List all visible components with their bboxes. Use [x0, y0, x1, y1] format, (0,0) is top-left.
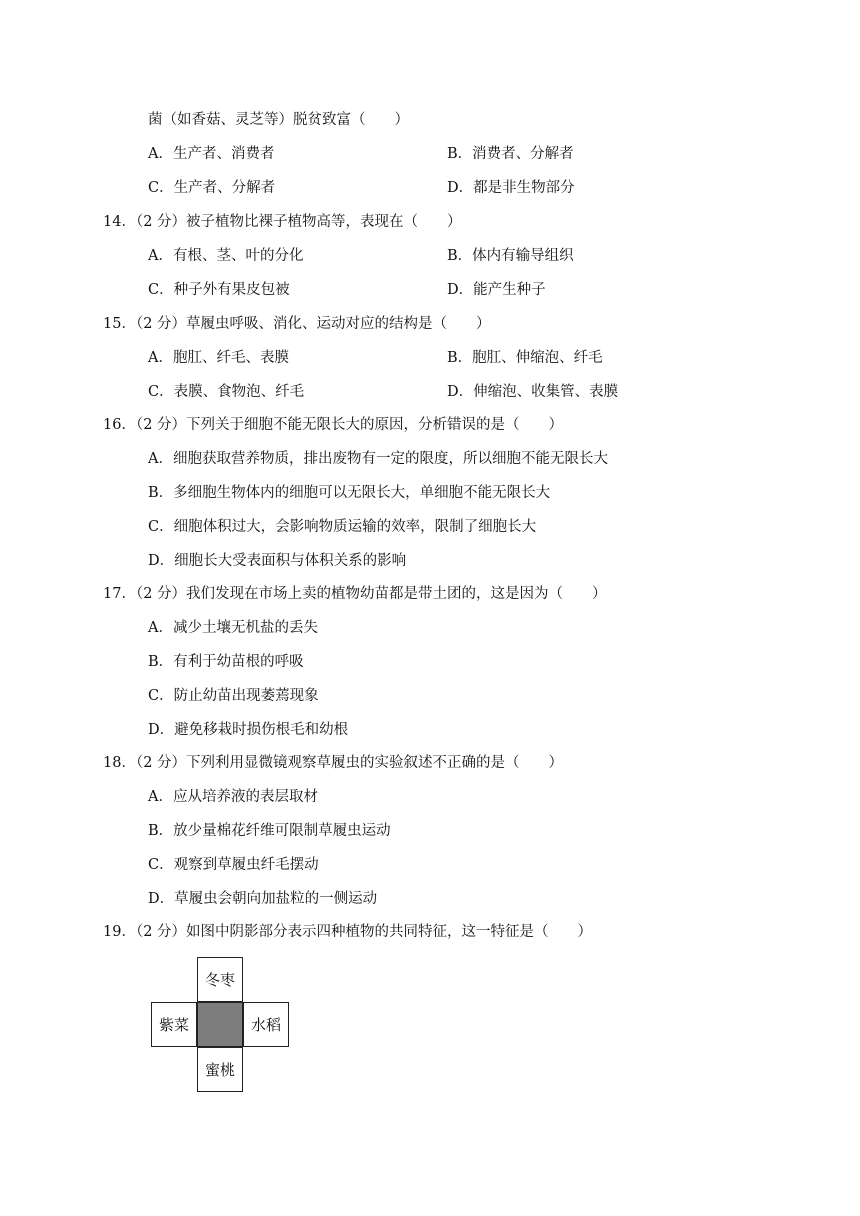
q14-option-b: B．体内有输导组织 [447, 248, 574, 264]
q15-option-b: B．胞肛、伸缩泡、纤毛 [447, 350, 603, 366]
q17-option-d: D．避免移栽时损伤根毛和幼根 [148, 722, 349, 738]
diagram-cell-bottom: 蜜桃 [197, 1047, 243, 1092]
q16-stem: 16．（2 分）下列关于细胞不能无限长大的原因，分析错误的是（ ） [103, 417, 564, 433]
q13-option-c: C．生产者、分解者 [148, 180, 276, 196]
q15-option-d: D．伸缩泡、收集管、表膜 [447, 384, 619, 400]
diagram-cell-top: 冬枣 [197, 957, 243, 1002]
q13-option-b: B．消费者、分解者 [447, 146, 574, 162]
q15-stem: 15．（2 分）草履虫呼吸、消化、运动对应的结构是（ ） [103, 316, 491, 332]
q18-option-a: A．应从培养液的表层取材 [148, 789, 318, 805]
q16-option-c: C．细胞体积过大，会影响物质运输的效率，限制了细胞长大 [148, 519, 537, 535]
q14-option-d: D．能产生种子 [447, 282, 546, 298]
q18-option-d: D．草履虫会朝向加盐粒的一侧运动 [148, 891, 378, 907]
q17-option-c: C．防止幼苗出现萎蔫现象 [148, 688, 319, 704]
q13-option-d: D．都是非生物部分 [447, 180, 575, 196]
q15-option-a: A．胞肛、纤毛、表膜 [148, 350, 289, 366]
q15-option-c: C．表膜、食物泡、纤毛 [148, 384, 305, 400]
q18-stem: 18．（2 分）下列利用显微镜观察草履虫的实验叙述不正确的是（ ） [103, 755, 564, 771]
q16-option-a: A．细胞获取营养物质，排出废物有一定的限度，所以细胞不能无限长大 [148, 451, 608, 467]
q16-option-d: D．细胞长大受表面积与体积关系的影响 [148, 553, 407, 569]
diagram-shared-feature-shaded [197, 1002, 243, 1047]
q14-option-a: A．有根、茎、叶的分化 [148, 248, 304, 264]
q16-option-b: B．多细胞生物体内的细胞可以无限长大，单细胞不能无限长大 [148, 485, 551, 501]
q18-option-c: C．观察到草履虫纤毛摆动 [148, 857, 319, 873]
q18-option-b: B．放少量棉花纤维可限制草履虫运动 [148, 823, 391, 839]
plant-feature-diagram [151, 957, 292, 1094]
q14-option-c: C．种子外有果皮包被 [148, 282, 290, 298]
q13-stem-continuation: 菌（如香菇、灵芝等）脱贫致富（ ） [148, 112, 409, 128]
q13-option-a: A．生产者、消费者 [148, 146, 275, 162]
q17-option-b: B．有利于幼苗根的呼吸 [148, 654, 304, 670]
q14-stem: 14．（2 分）被子植物比裸子植物高等，表现在（ ） [103, 214, 462, 230]
q19-stem: 19．（2 分）如图中阴影部分表示四种植物的共同特征，这一特征是（ ） [103, 924, 593, 940]
diagram-cell-left: 紫菜 [151, 1002, 197, 1047]
q17-stem: 17．（2 分）我们发现在市场上卖的植物幼苗都是带土团的，这是因为（ ） [103, 586, 607, 602]
q17-option-a: A．减少土壤无机盐的丢失 [148, 620, 318, 636]
diagram-cell-right: 水稻 [243, 1002, 289, 1047]
